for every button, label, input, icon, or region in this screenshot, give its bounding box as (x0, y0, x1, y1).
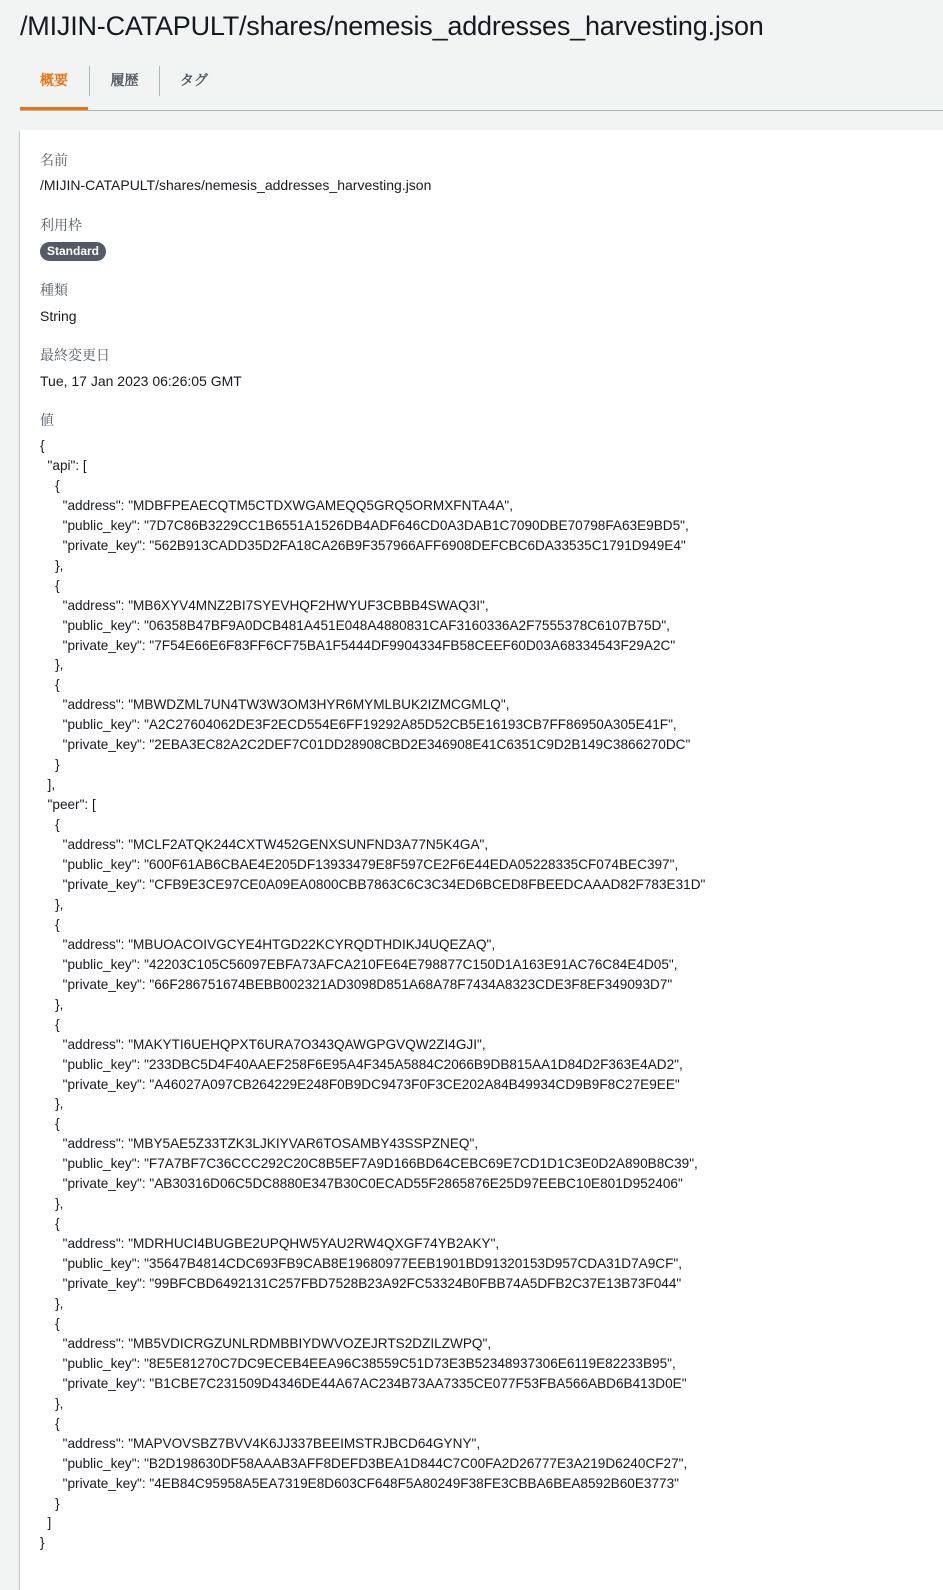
tab-tags[interactable]: タグ (180, 72, 208, 88)
tier-label: 利用枠 (40, 217, 82, 233)
last-modified-value: Tue, 17 Jan 2023 06:26:05 GMT (40, 373, 242, 389)
tab-history[interactable]: 履歴 (110, 72, 139, 88)
tab-overview[interactable]: 概要 (20, 62, 88, 99)
type-value: String (40, 308, 77, 324)
page-title: /MIJIN-CATAPULT/shares/nemesis_addresses_harvesting.json (20, 11, 764, 41)
parameter-details-panel (20, 130, 943, 1590)
name-value: /MIJIN-CATAPULT/shares/nemesis_addresses_harvesting.json (40, 177, 432, 193)
last-modified-label: 最終変更日 (40, 347, 110, 363)
name-label: 名前 (40, 152, 68, 168)
parameter-value-json: { "api": [ { "address": "MDBFPEAECQTM5CTDXWGAMEQQ5GRQ5ORMXFNTA4A", "public_key": "7D7C86B3229CC1B6551A1526DB4ADF646CD0A3DAB1C7090DBE70798FA63E9BD5", "private_key": "562B913CADD35D2FA18CA26B9F357966AFF6908DEFCBC6DA33535C1791D949E4" }, { "address": "MB6XYV4MNZ2BI7SYEVHQF2HWYUF3CBBB4SWAQ3I", "public_key": "06358B47BF9A0DCB481A451E048A4880831CAF3160336A2F7555378C6107B75D", "private_key": "7F54E66E6F83FF6CF75BA1F5444DF9904334FB58CEEF60D03A68334543F29A2C" }, { "address": "MBWDZML7UN4TW3W3OM3HYR6MYMLBUK2IZMCGMLQ", "public_key": "A2C27604062DE3F2ECD554E6FF19292A85D52CB5E16193CB7FF86950A305E41F", "private_key": "2EBA3EC82A2C2DEF7C01DD28908CBD2E346908E41C6351C9D2B149C3866270DC" } ], "peer": [ { "address": "MCLF2ATQK244CXTW452GENXSUNFND3A77N5K4GA", "public_key": "600F61AB6CBAE4E205DF13933479E8F597CE2F6E44EDA05228335CF074BEC397", "private_key": "CFB9E3CE97CE0A09EA0800CBB7863C6C3C34ED6BCED8FBEEDCAAAD82F783E31D" }, { "address": "MBUOACOIVGCYE4HTGD22KCYRQDTHDIKJ4UQEZAQ", "public_key": "42203C105C56097EBFA73AFCA210FE64E798877C150D1A163E91AC76C84E4D05", "private_key": "66F286751674BEBB002321AD3098D851A68A78F7434A8323CDE3F8EF349093D7" }, { "address": "MAKYTI6UEHQPXT6URA7O343QAWGPGVQW2ZI4GJI", "public_key": "233DBC5D4F40AAEF258F6E95A4F345A5884C2066B9DB815AA1D84D2F363E4AD2", "private_key": "A46027A097CB264229E248F0B9DC9473F0F3CE202A84B49934CD9B9F8C27E9EE" }, { "address": "MBY5AE5Z33TZK3LJKIYVAR6TOSAMBY43SSPZNEQ", "public_key": "F7A7BF7C36CCC292C20C8B5EF7A9D166BD64CEBC69E7CD1D1C3E0D2A890B8C39", "private_key": "AB30316D06C5DC8880E347B30C0ECAD55F2865876E25D97EEBC10E801D952406" }, { "address": "MDRHUCI4BUGBE2UPQHW5YAU2RW4QXGF74YB2AKY", "public_key": "35647B4814CDC693FB9CAB8E19680977EEB1901BD91320153D957CDA31D7A9CF", "private_key": "99BFCBD6492131C257FBD7528B23A92FC53324B0FBB74A5DFB2C37E13B73F044" }, { "address": "MB5VDICRGZUNLRDMBBIYDWVOZEJRTS2DZILZWPQ", "public_key": "8E5E81270C7DC9ECEB4EEA96C38559C51D73E3B52348937306E6119E82233B95", "private_key": "B1CBE7C231509D4346DE44A67AC234B73AA7335CE077F53FBA566ABD6B413D0E" }, { "address": "MAPVOVSBZ7BVV4K6JJ337BEEIMSTRJBCD64GYNY", "public_key": "B2D198630DF58AAAB3AFF8DEFD3BEA1D844C7C00FA2D26777E3A219D6240CF27", "private_key": "4EB84C95958A5EA7319E8D603CF648F5A80249F38FE3CBBA6BEA8592B60E3773" } ] } (40, 438, 706, 1551)
type-label: 種類 (40, 282, 68, 298)
value-label: 値 (40, 412, 54, 428)
tier-badge: Standard (40, 242, 106, 261)
tab-bar (20, 52, 943, 111)
